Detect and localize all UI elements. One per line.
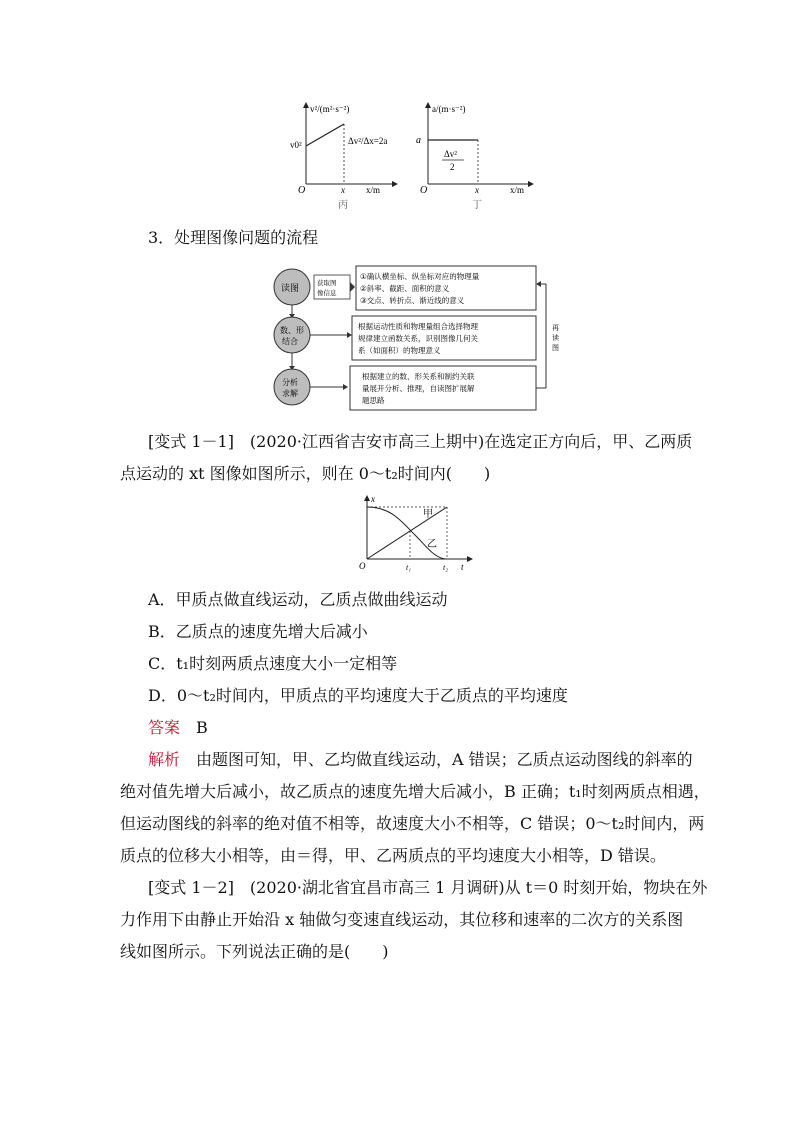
question-2-line-1: [变式 1－2] (2020·湖北省宜昌市高三 1 月调研)从 t＝0 时刻开始，物块在外	[148, 878, 708, 897]
question-2-line-2: 力作用下由静止开始沿 x 轴做匀变速直线运动，其位移和速率的二次方的关系图	[120, 910, 684, 929]
analysis-line-2: 绝对值先增大后减小，故乙质点的速度先增大后减小，B 正确；t₁时刻两质点相遇，	[120, 782, 710, 801]
svg-text:获取图: 获取图	[317, 279, 337, 287]
x-tick-label: x	[475, 185, 479, 195]
svg-text:读: 读	[552, 334, 559, 342]
svg-text:根据运动性质和物理量组合选择物理: 根据运动性质和物理量组合选择物理	[358, 322, 478, 331]
question-1-line-1: [变式 1－1] (2020·江西省吉安市高三上期中)在选定正方向后，甲、乙两质	[148, 432, 693, 451]
caption: 丁	[472, 200, 482, 210]
svg-text:分析: 分析	[282, 378, 298, 387]
svg-text:图: 图	[552, 344, 559, 352]
graph-a-x	[410, 100, 535, 210]
y-axis-label: v²/(m²·s⁻²)	[310, 104, 350, 114]
y-axis-label: a/(m·s⁻²)	[432, 104, 466, 114]
x-tick-label: x	[341, 185, 345, 195]
analysis-line-1: 解析 由题图可知，甲、乙均做直线运动，A 错误；乙质点运动图线的斜率的	[148, 750, 693, 769]
origin-label: O	[420, 185, 428, 196]
y-axis-label: x	[371, 494, 375, 504]
t2-label: t₂	[443, 563, 449, 572]
svg-text:再: 再	[552, 324, 559, 332]
svg-text:根据建立的数、形关系和制约关联: 根据建立的数、形关系和制约关联	[362, 372, 475, 381]
section-title: 3．处理图像问题的流程	[148, 228, 319, 247]
step1-label: 读图	[281, 284, 300, 294]
svg-text:规律建立函数关系，识别图像几何关: 规律建立函数关系，识别图像几何关	[358, 334, 478, 343]
answer-value: B	[196, 718, 208, 737]
svg-text:求解: 求解	[282, 389, 298, 398]
origin-label: O	[298, 185, 306, 196]
svg-text:像信息: 像信息	[317, 289, 337, 297]
step1-item-2: ②斜率、截距、面积的意义	[360, 284, 450, 293]
option-a: A．甲质点做直线运动，乙质点做曲线运动	[148, 590, 448, 609]
caption: 丙	[338, 200, 348, 210]
x-axis-label: x/m	[510, 185, 525, 195]
option-b: B．乙质点的速度先增大后减小	[148, 622, 368, 641]
origin-label: O	[359, 561, 366, 571]
option-c: C．t₁时刻两质点速度大小一定相等	[148, 654, 398, 673]
a-label: a	[416, 135, 421, 146]
step1-item-1: ①确认横坐标、纵坐标对应的物理量	[360, 272, 480, 281]
flowchart	[270, 262, 580, 414]
t1-label: t₁	[406, 563, 412, 572]
graph-v2-x	[288, 100, 398, 210]
jia-label: 甲	[423, 509, 433, 520]
question-1-line-2: 点运动的 xt 图像如图所示，则在 0～t₂时间内( )	[120, 464, 491, 483]
svg-text:系（如面积）的物理意义: 系（如面积）的物理意义	[358, 346, 441, 355]
area-label-top: Δv²	[444, 149, 457, 159]
v0-label: v0²	[290, 140, 302, 150]
question-2-line-3: 线如图所示。下列说法正确的是( )	[120, 942, 389, 961]
x-axis-label: t	[461, 562, 464, 572]
option-d: D．0～t₂时间内，甲质点的平均速度大于乙质点的平均速度	[148, 686, 568, 705]
yi-label: 乙	[427, 539, 437, 550]
step1-item-3: ③交点、转折点、渐近线的意义	[360, 296, 465, 305]
answer-row	[148, 718, 208, 738]
svg-text:题思路: 题思路	[362, 396, 385, 405]
answer-label: 答案	[148, 718, 181, 737]
slope-label: Δv²/Δx=2a	[348, 136, 388, 146]
analysis-line-3: 但运动图线的斜率的绝对值不相等，故速度大小不相等，C 错误；0～t₂时间内，两	[120, 814, 705, 833]
svg-text:数、形: 数、形	[280, 326, 304, 335]
x-axis-label: x/m	[366, 185, 381, 195]
graph-x-t	[355, 493, 475, 577]
svg-text:结合: 结合	[282, 337, 298, 346]
svg-text:量展开分析、推理，自读图扩展解: 量展开分析、推理，自读图扩展解	[362, 384, 475, 393]
area-label-bottom: 2	[450, 162, 455, 172]
analysis-line-4: 质点的位移大小相等，由＝得，甲、乙两质点的平均速度大小相等，D 错误。	[120, 846, 666, 865]
analysis-label: 解析	[148, 750, 181, 769]
